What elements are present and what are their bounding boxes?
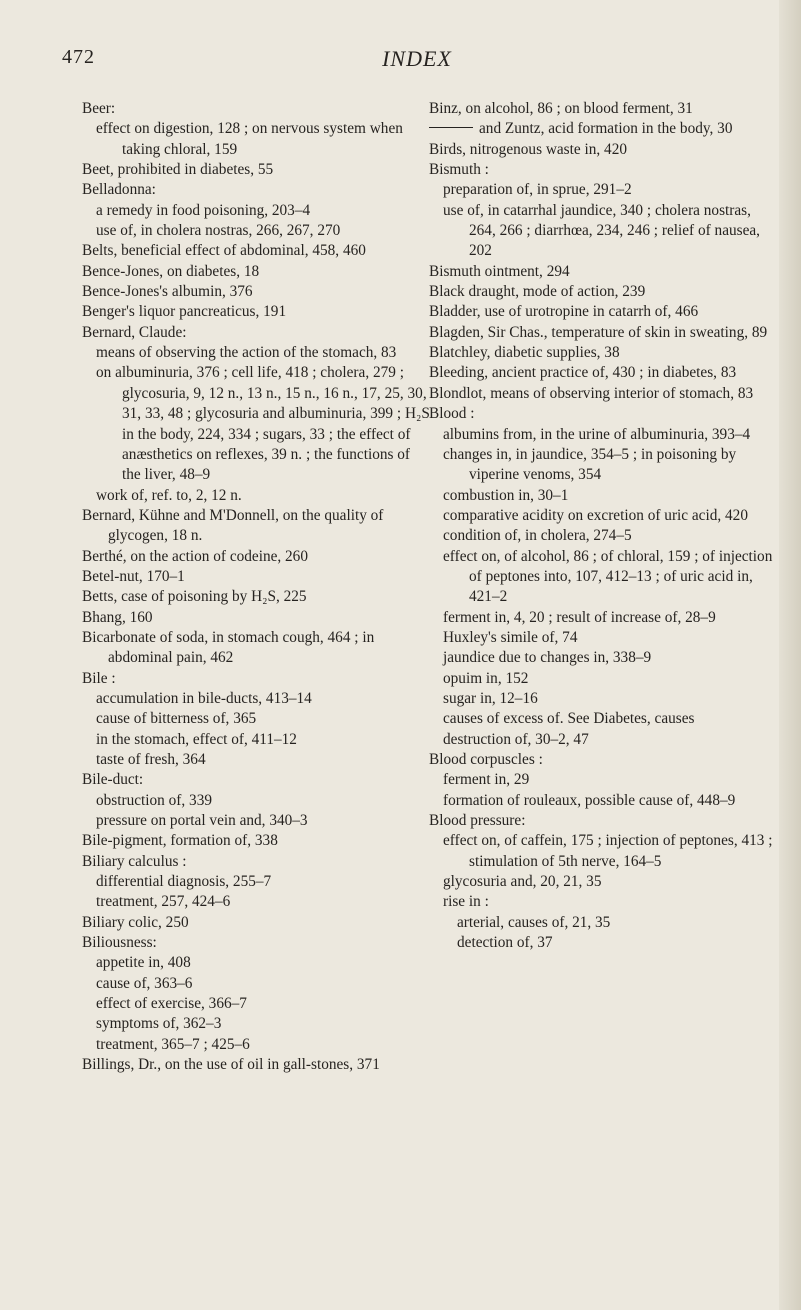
entry-text: pressure on portal vein and, 340–3 — [96, 812, 308, 830]
index-subentry — [82, 730, 432, 750]
entry-text: Black draught, mode of action, 239 — [429, 283, 646, 301]
running-head: INDEX — [382, 46, 452, 71]
index-entry — [429, 750, 779, 770]
entry-text: albumins from, in the urine of albuminuria, 393–4 — [443, 425, 751, 443]
entry-text: differential diagnosis, 255–7 — [96, 873, 272, 891]
index-subentry — [429, 201, 779, 262]
entry-text: Bile : — [82, 669, 116, 687]
entry-text: obstruction of, 339 — [96, 791, 212, 809]
entry-text: Biliary calculus : — [82, 852, 187, 870]
index-entry — [82, 852, 432, 872]
entry-text: opuim in, 152 — [443, 669, 529, 687]
index-subentry — [429, 791, 779, 811]
index-subentry — [429, 526, 779, 546]
entry-text: ferment in, 4, 20 ; result of increase of, 28–9 — [443, 608, 716, 626]
index-entry — [429, 140, 779, 160]
page-header — [62, 46, 682, 76]
entry-text: accumulation in bile-ducts, 413–14 — [96, 689, 312, 707]
entry-text: appetite in, 408 — [96, 954, 191, 972]
entry-text: in the stomach, effect of, 411–12 — [96, 730, 297, 748]
entry-text: Bladder, use of urotropine in catarrh of, 466 — [429, 303, 699, 321]
entry-text: detection of, 37 — [457, 934, 553, 952]
entry-text: Beet, prohibited in diabetes, 55 — [82, 161, 274, 179]
entry-text: Blagden, Sir Chas., temperature of skin in sweating, 89 — [429, 323, 768, 341]
index-subentry — [429, 425, 779, 445]
index-subentry — [82, 486, 432, 506]
entry-text: a remedy in food poisoning, 203–4 — [96, 201, 311, 219]
index-entry — [82, 587, 432, 607]
index-entry — [82, 180, 432, 200]
index-entry — [82, 608, 432, 628]
index-subentry — [82, 221, 432, 241]
entry-text: effect on, of caffein, 175 ; injection of peptones, 413 ; stimulation of 5th nerve, 164–5 — [443, 832, 773, 870]
entry-text: taste of fresh, 364 — [96, 751, 206, 768]
entry-text: Blatchley, diabetic supplies, 38 — [429, 344, 620, 362]
entry-text: Bismuth : — [429, 161, 489, 179]
index-entry — [429, 811, 779, 831]
index-subentry — [82, 811, 432, 831]
index-subentry — [429, 628, 779, 648]
index-subentry — [82, 994, 432, 1014]
entry-text: Blood pressure: — [429, 812, 526, 830]
index-entry — [82, 669, 432, 689]
index-subentry — [82, 709, 432, 729]
index-subentry — [429, 730, 779, 750]
entry-text: formation of rouleaux, possible cause of, 448–9 — [443, 791, 736, 809]
index-subentry — [82, 689, 432, 709]
index-entry — [82, 282, 432, 302]
entry-text: Huxley's simile of, 74 — [443, 628, 578, 646]
entry-text: glycosuria and, 20, 21, 35 — [443, 873, 602, 891]
index-subentry — [429, 648, 779, 668]
entry-text: Bile-pigment, formation of, 338 — [82, 832, 278, 850]
index-subentry — [82, 750, 432, 770]
index-entry — [82, 262, 432, 282]
entry-text: Bhang, 160 — [82, 608, 153, 626]
entry-text: changes in, in jaundice, 354–5 ; in poisoning by viperine venoms, 354 — [443, 445, 737, 484]
entry-text: treatment, 257, 424–6 — [96, 893, 231, 911]
entry-text: Binz, on alcohol, 86 ; on blood ferment, 31 — [429, 100, 693, 117]
index-column-left — [82, 99, 432, 1076]
index-subentry — [429, 180, 779, 200]
entry-text: use of, in catarrhal jaundice, 340 ; cholera nostras, 264, 266 ; diarrhœa, 234, 246 ; relief of nausea, 202 — [443, 201, 760, 260]
index-entry — [82, 567, 432, 587]
entry-text: Biliary colic, 250 — [82, 913, 189, 931]
entry-text: on albuminuria, 376 ; cell life, 418 ; cholera, 279 ; glycosuria, 9, 12 n., 13 n., 15 n., 16 n., 17, 25, 30, 31, 33, 48 ; glycosuria and albuminuria, 399 ; H₂S in the body, 224, 334 ; sugars, 33 ; the effect of anæsthetics on reflexes, 39 n. ; the functions of the liver, 48–9 — [96, 364, 430, 484]
entry-text: Bence-Jones's albumin, 376 — [82, 283, 253, 301]
index-subentry — [429, 831, 779, 872]
index-subentry — [429, 913, 779, 933]
index-subentry — [82, 201, 432, 221]
index-subentry — [429, 486, 779, 506]
index-entry — [429, 99, 779, 119]
index-entry — [429, 363, 779, 383]
index-entry — [429, 384, 779, 404]
index-entry — [429, 160, 779, 180]
entry-text: and Zuntz, acid formation in the body, 30 — [479, 120, 733, 138]
entry-text: causes of excess of. See Diabetes, causes — [443, 710, 695, 728]
index-subentry — [429, 933, 779, 953]
entry-text: Blood : — [429, 405, 475, 423]
entry-text: Birds, nitrogenous waste in, 420 — [429, 140, 627, 158]
index-subentry — [82, 343, 432, 363]
index-entry — [429, 262, 779, 282]
index-entry — [429, 323, 779, 343]
index-subentry — [82, 892, 432, 912]
entry-text: sugar in, 12–16 — [443, 689, 538, 707]
entry-text: effect on digestion, 128 ; on nervous system when taking chloral, 159 — [96, 120, 403, 158]
page-number: 472 — [62, 46, 95, 68]
entry-text: use of, in cholera nostras, 266, 267, 270 — [96, 222, 341, 240]
index-subentry — [82, 119, 432, 160]
entry-text: Belts, beneficial effect of abdominal, 458, 460 — [82, 242, 366, 260]
entry-text: destruction of, 30–2, 47 — [443, 730, 589, 748]
index-subentry — [429, 608, 779, 628]
index-entry — [82, 547, 432, 567]
entry-text: Blood corpuscles : — [429, 751, 543, 768]
index-entry — [82, 99, 432, 119]
index-entry — [82, 913, 432, 933]
index-entry — [82, 302, 432, 322]
index-subentry — [429, 689, 779, 709]
index-column-right — [429, 99, 779, 953]
index-subentry — [82, 953, 432, 973]
index-entry — [82, 323, 432, 343]
entry-text: Bile-duct: — [82, 771, 144, 789]
entry-text: symptoms of, 362–3 — [96, 1015, 222, 1033]
entry-text: rise in : — [443, 893, 489, 911]
index-entry — [82, 770, 432, 790]
entry-text: Benger's liquor pancreaticus, 191 — [82, 303, 287, 321]
index-subentry — [429, 709, 779, 729]
ditto-dash — [429, 127, 473, 128]
entry-text: jaundice due to changes in, 338–9 — [443, 649, 652, 667]
entry-text: cause of, 363–6 — [96, 974, 193, 992]
entry-text: Billings, Dr., on the use of oil in gall-stones, 371 — [82, 1056, 380, 1074]
entry-text: Bernard, Claude: — [82, 323, 187, 341]
entry-text: effect on, of alcohol, 86 ; of chloral, 159 ; of injection of peptones into, 107, 412–13 ; of uric acid in, 421–2 — [443, 547, 773, 606]
entry-text: Blondlot, means of observing interior of stomach, 83 — [429, 384, 754, 402]
index-subentry — [82, 363, 432, 485]
entry-text: Betel-nut, 170–1 — [82, 567, 185, 585]
index-subentry — [429, 669, 779, 689]
index-subentry — [82, 1035, 432, 1055]
entry-text: Bence-Jones, on diabetes, 18 — [82, 262, 260, 280]
index-entry — [82, 628, 432, 669]
index-entry — [82, 933, 432, 953]
entry-text: Belladonna: — [82, 181, 156, 199]
entry-text: comparative acidity on excretion of uric acid, 420 — [443, 506, 748, 524]
index-entry — [82, 241, 432, 261]
index-subentry — [429, 872, 779, 892]
page-edge — [779, 0, 801, 1310]
index-subentry — [429, 892, 779, 912]
entry-text: treatment, 365–7 ; 425–6 — [96, 1035, 250, 1053]
entry-text: condition of, in cholera, 274–5 — [443, 527, 632, 545]
index-entry — [82, 831, 432, 851]
entry-text: Beer: — [82, 100, 116, 117]
entry-text: Bicarbonate of soda, in stomach cough, 464 ; in abdominal pain, 462 — [82, 628, 375, 667]
index-entry — [82, 160, 432, 180]
index-entry — [82, 506, 432, 547]
index-subentry — [429, 445, 779, 486]
entry-text: Betts, case of poisoning by H₂S, 225 — [82, 588, 307, 606]
index-entry — [429, 404, 779, 424]
index-entry — [82, 1055, 432, 1075]
index-subentry — [82, 974, 432, 994]
entry-text: ferment in, 29 — [443, 771, 530, 789]
entry-text: Berthé, on the action of codeine, 260 — [82, 547, 308, 565]
entry-text: work of, ref. to, 2, 12 n. — [96, 486, 242, 504]
entry-text: effect of exercise, 366–7 — [96, 995, 247, 1013]
entry-text: Bismuth ointment, 294 — [429, 262, 570, 280]
index-subentry — [82, 1014, 432, 1034]
index-subentry — [429, 506, 779, 526]
entry-text: preparation of, in sprue, 291–2 — [443, 181, 632, 199]
entry-text: combustion in, 30–1 — [443, 486, 569, 504]
index-entry — [429, 343, 779, 363]
entry-text: Bernard, Kühne and M'Donnell, on the quality of glycogen, 18 n. — [82, 506, 384, 545]
entry-text: means of observing the action of the stomach, 83 — [96, 344, 397, 362]
index-entry — [429, 282, 779, 302]
index-entry — [429, 119, 779, 139]
entry-text: Bleeding, ancient practice of, 430 ; in diabetes, 83 — [429, 364, 737, 382]
entry-text: Biliousness: — [82, 934, 157, 952]
index-subentry — [429, 547, 779, 608]
entry-text: cause of bitterness of, 365 — [96, 710, 257, 728]
index-subentry — [82, 791, 432, 811]
entry-text: arterial, causes of, 21, 35 — [457, 913, 611, 931]
index-subentry — [429, 770, 779, 790]
index-subentry — [82, 872, 432, 892]
index-entry — [429, 302, 779, 322]
